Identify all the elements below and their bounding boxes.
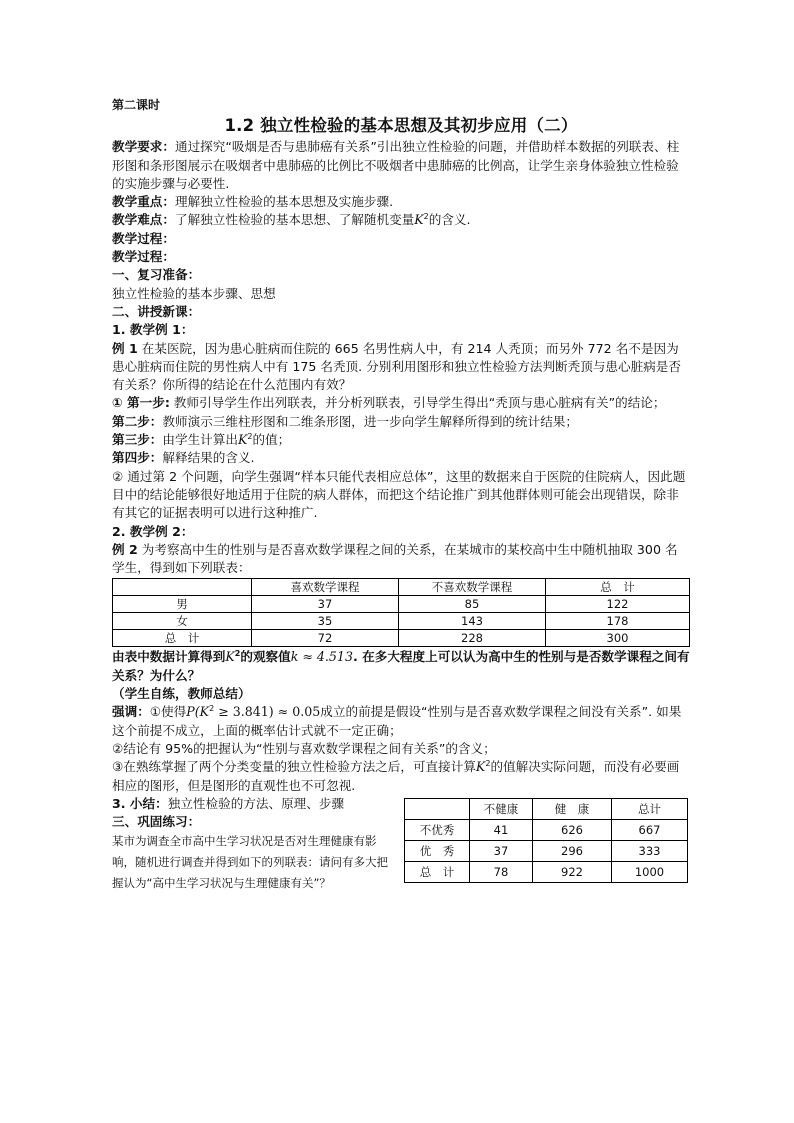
emphasis-3-var: K (475, 759, 486, 775)
key-point-label: 教学重点： (112, 194, 175, 210)
table-cell: 总 计 (405, 861, 470, 882)
step-2-label: 第二步： (112, 413, 163, 429)
table-cell: 667 (612, 819, 688, 840)
practice-note: （学生自练，教师总结） (112, 686, 251, 702)
step-4-text: 解释结果的含义. (162, 450, 255, 466)
table-row (113, 613, 690, 630)
example-2-heading: 2. 教学例 2： (112, 523, 194, 539)
question-text-b: 的观察值 (240, 649, 291, 665)
contingency-table-1 (112, 578, 690, 647)
example-2-para (112, 541, 690, 578)
section-1-heading: 一、复习准备： (112, 267, 201, 283)
table-cell: 优 秀 (405, 840, 470, 861)
table-header-cell: 喜欢数学课程 (252, 579, 399, 596)
difficulty-text-a: 了解独立性检验的基本思想、了解随机变量 (174, 212, 415, 228)
example-2-label: 例 2 (112, 541, 138, 557)
requirements-para (112, 138, 690, 193)
table-cell: 72 (252, 630, 399, 647)
table-cell: 不优秀 (405, 819, 470, 840)
emphasis-1-text-a: ①使得 (149, 704, 187, 720)
key-point-para (112, 193, 690, 211)
requirements-text: 通过探究“吸烟是否与患肺癌有关系”引出独立性检验的问题，并借助样本数据的列联表、柱形图和条形图展示在吸烟者中患肺癌的比例比不吸烟者中患肺癌的比例高，让学生亲身体验独立性检验的实施步骤与必要性. (112, 139, 680, 191)
page-title: 1.2 独立性检验的基本思想及其初步应用（二） (224, 116, 578, 136)
table-cell: 85 (399, 596, 546, 613)
example-2-text: 为考察高中生的性别与是否喜欢数学课程之间的关系，在某城市的某校高中生中随机抽取 300 名学生，得到如下列联表： (112, 541, 678, 576)
summary-label: 3. 小结： (112, 795, 168, 811)
example-1-label: 例 1 (112, 340, 138, 356)
step-3 (112, 431, 690, 449)
emphasis-1-text-b: 成立的前提是假设“性别与是否喜欢数学课程之间没有关系”. 如果这个前提不成立，上面的概率估计式就不一定正确； (112, 704, 682, 738)
table-row (113, 630, 690, 647)
table-cell: 1000 (612, 861, 688, 882)
table-cell: 178 (546, 613, 690, 630)
contingency-table-2 (404, 798, 688, 883)
emphasis-formula-a: P(K (186, 704, 210, 720)
table-header-cell (405, 798, 470, 819)
step-3-var: K (237, 432, 248, 448)
emphasis-3-sup: 2 (485, 759, 491, 769)
difficulty-var: K (414, 212, 424, 228)
summary-text: 独立性检验的方法、原理、步骤 (167, 795, 345, 811)
difficulty-para (112, 211, 690, 229)
example-1-heading: 1. 教学例 1： (112, 322, 194, 338)
step-2 (112, 413, 690, 431)
table-header-row (113, 579, 690, 596)
emphasis-formula-sup: 2 (209, 704, 215, 714)
key-point-text: 理解独立性检验的基本思想及实施步骤. (174, 194, 394, 210)
table-cell: 296 (533, 840, 612, 861)
table-cell: 37 (252, 596, 399, 613)
step-3-text-a: 由学生计算出 (162, 432, 238, 448)
table-cell: 228 (399, 630, 546, 647)
step-1 (112, 394, 690, 412)
example-1-text: 在某医院，因为患心脏病而住院的 665 名男性病人中，有 214 人秃顶；而另外 772 名不是因为患心脏病而住院的男性病人中有 175 名秃顶. 分别利用图形和独立性检验方法判断秃顶与患心脏病是否有关系？你所得的结论在什么范围内有效？ (112, 340, 681, 393)
step-1-text: 教师引导学生作出列联表，并分析列联表，引导学生得出“秃顶与患心脏病有关”的结论； (169, 395, 666, 411)
table-header-cell: 总计 (612, 798, 688, 819)
table-cell: 143 (399, 613, 546, 630)
lesson-label: 第二课时 (112, 98, 161, 112)
section-3-left (112, 795, 394, 895)
summary-para (112, 795, 394, 813)
table-header-cell: 不健康 (470, 798, 533, 819)
table-header-cell (113, 579, 252, 596)
table-cell: 男 (113, 596, 252, 613)
table-header-row (405, 798, 688, 819)
step-2-text: 教师演示三维柱形图和二维条形图，进一步向学生解释所得到的统计结果； (162, 413, 578, 429)
example-1-para (112, 340, 690, 395)
table-row (405, 819, 688, 840)
table-header-cell: 不喜欢数学课程 (399, 579, 546, 596)
section-3 (112, 795, 690, 907)
section-3-heading: 三、巩固练习： (112, 814, 201, 830)
emphasis-3-text-b: 的值解决实际问题，而没有必要画相应的图形，但是图形的直观性也不可忽视. (112, 759, 680, 793)
step-3-text-b: 的值； (252, 432, 291, 448)
table-header-cell: 总 计 (546, 579, 690, 596)
table-cell: 122 (546, 596, 690, 613)
step-3-label: 第三步： (112, 432, 163, 448)
emphasis-3 (112, 758, 690, 795)
question-text-c: . 在多大程度上可以认为高中生的性别与是否数学课程之间有关系？为什么？ (112, 649, 690, 683)
question-k-value: k ≈ 4.513 (290, 649, 353, 665)
section-3-text: 某市为调查全市高中生学习状况是否对生理健康有影响，随机进行调查并得到如下的列联表：请问有多大把握认为“高中生学习状况与生理健康有关”？ (112, 834, 388, 891)
section-2-heading: 二、讲授新课： (112, 303, 201, 319)
table-cell: 35 (252, 613, 399, 630)
step-4 (112, 449, 690, 467)
table-cell: 300 (546, 630, 690, 647)
difficulty-sup: 2 (423, 212, 429, 222)
question-sup: 2 (234, 649, 241, 659)
table-row (113, 596, 690, 613)
step-4-label: 第四步： (112, 450, 163, 466)
emphasis-label: 强调： (112, 704, 150, 720)
emphasis-2: ②结论有 95%的把握认为“性别与喜欢数学课程之间有关系”的含义； (112, 740, 496, 756)
difficulty-label: 教学难点： (112, 212, 175, 228)
example-2-question (112, 648, 690, 685)
example-1-note: ② 通过第 2 个问题，向学生强调“样本只能代表相应总体”，这里的数据来自于医院的住院病人，因此题目中的结论能够很好地适用于住院的病人群体，而把这个结论推广到其他群体则可能会出现错误，除非有其它的证据表明可以进行这种推广. (112, 468, 686, 521)
document-page (112, 96, 690, 907)
table-header-cell: 健 康 (533, 798, 612, 819)
table-cell: 626 (533, 819, 612, 840)
step-3-sup: 2 (247, 432, 253, 442)
table-cell: 78 (470, 861, 533, 882)
process-heading-2: 教学过程： (112, 249, 175, 265)
table-cell: 37 (470, 840, 533, 861)
section-1-text: 独立性检验的基本步骤、思想 (112, 285, 276, 301)
emphasis-1 (112, 703, 690, 740)
emphasis-3-text-a: ③在熟练掌握了两个分类变量的独立性检验方法之后，可直接计算 (112, 759, 476, 775)
table-cell: 女 (113, 613, 252, 630)
step-1-label: ① 第一步: (112, 395, 170, 411)
table-cell: 总 计 (113, 630, 252, 647)
question-text-a: 由表中数据计算得到 (112, 649, 226, 665)
question-var: K (225, 649, 235, 665)
process-heading-1: 教学过程： (112, 230, 175, 246)
table-cell: 41 (470, 819, 533, 840)
table-row (405, 861, 688, 882)
requirements-label: 教学要求： (112, 139, 175, 155)
emphasis-formula-b: ≥ 3.841) ≈ 0.05 (214, 704, 321, 720)
table-row (405, 840, 688, 861)
table-cell: 333 (612, 840, 688, 861)
difficulty-text-b: 的含义. (428, 212, 471, 228)
table-cell: 922 (533, 861, 612, 882)
